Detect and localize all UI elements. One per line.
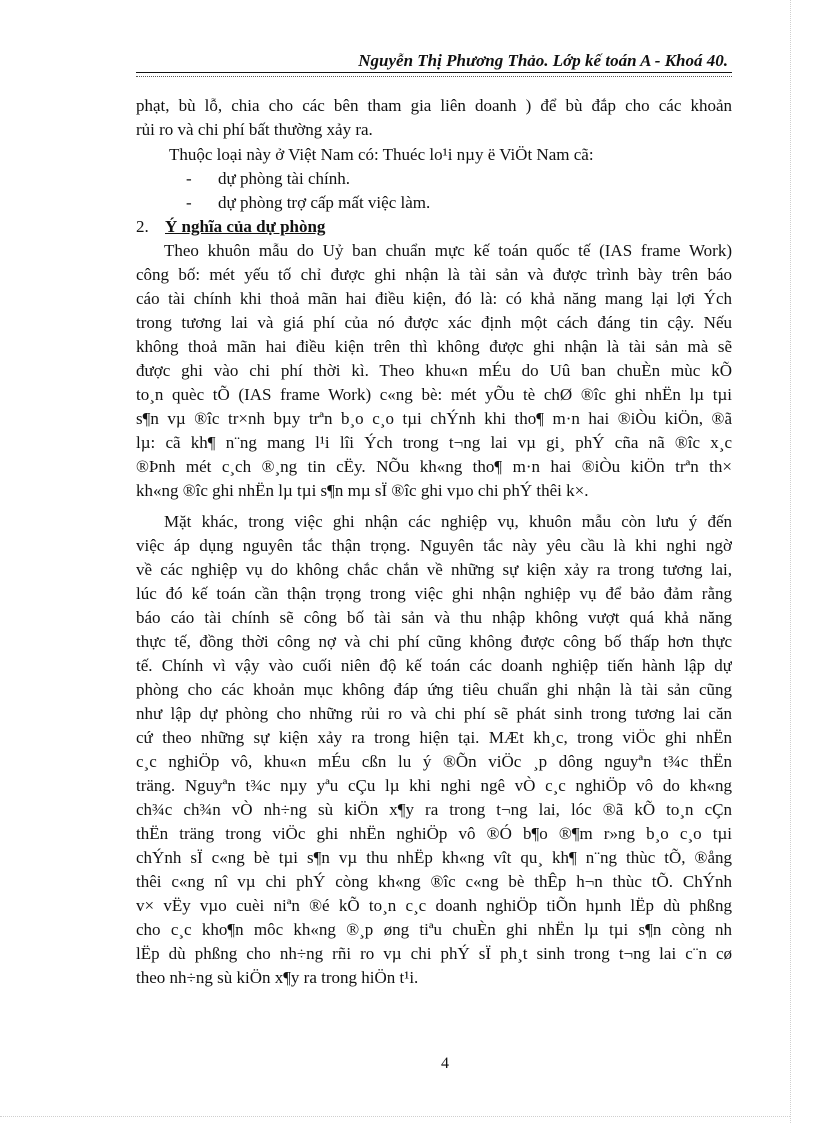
para2-line: v× vËy vµo cuèi niªn ®é kÕ to¸n c¸c doanh nghiÖp tiÕn hµnh lËp dù phßng <box>136 896 732 915</box>
para2-line: cứ theo những sự kiện xảy ra trong hiện tại. MÆt kh¸c, trong viÖc ghi nhËn <box>136 728 732 747</box>
para2-line: cho c¸c kho¶n môc kh«ng ®¸p øng tiªu chuÈn ghi nhËn lµ tµi s¶n còng nh <box>136 920 732 939</box>
para1-line: công bố: mét yếu tố chỉ được ghi nhận là tài sản và được trình bày trên báo <box>136 265 732 284</box>
para2-line: träng. Nguyªn t¾c nµy yªu cÇu lµ khi nghi ngê vÒ c¸c nghiÖp vô do kh«ng <box>136 776 732 795</box>
para2-line: về các nghiệp vụ do không chắc chắn về những sự kiện xảy ra trong tương lai, <box>136 560 732 579</box>
para2-line: ch¾c ch¾n vÒ nh÷ng sù kiÖn x¶y ra trong t¬ng lai, lóc ®ã kÕ to¸n cÇn <box>136 800 732 819</box>
para2-line: c¸c nghiÖp vô, khu«n mÉu cßn lu ý ®Õn viÖc ¸p dông nguyªn t¾c thËn <box>136 752 732 771</box>
para1-line: cáo tài chính khi thoả mãn hai điều kiện, đó là: có khả năng mang lại lợi Ých <box>136 289 732 308</box>
para2-line: lËp dù phßng cho nh÷ng rñi ro vµ chi phÝ sÏ ph¸t sinh trong t¬ng lai c¨n cø <box>136 944 732 963</box>
bullet-dash: - <box>186 169 192 188</box>
type-line: Thuộc loại này ở Việt Nam có: Thuéc lo¹i nµy ë ViÖt Nam cã: <box>169 145 594 164</box>
para2-line: theo nh÷ng sù kiÖn x¶y ra trong hiÖn t¹i. <box>136 968 419 987</box>
bullet-text: dự phòng trợ cấp mất việc làm. <box>218 193 431 212</box>
section-title: Ý nghĩa của dự phòng <box>165 217 326 236</box>
bullet-item <box>136 191 732 215</box>
para2-line: phòng cho các khoản mục không đáp ứng tiêu chuẩn ghi nhận là tài sản cũng <box>136 680 732 699</box>
para2-line: tế. Chính vì vậy vào cuối niên độ kế toán các doanh nghiệp tiến hành lập dự <box>136 656 732 675</box>
para2-line: như lập dự phòng cho những rủi ro và chi phí sẽ phát sinh trong tương lai căn <box>136 704 732 723</box>
header-rule <box>136 72 732 73</box>
para2-line: chÝnh sÏ c«ng bè tµi s¶n vµ thu nhËp kh«ng vît qu¸ kh¶ n¨ng thùc tÕ, ®ång <box>136 848 732 867</box>
para2-line: việc áp dụng nguyên tắc thận trọng. Nguyên tắc này yêu cầu là khi nghi ngờ <box>136 536 732 555</box>
page-number: 4 <box>441 1055 449 1072</box>
para2-line: báo cáo tài chính sẽ công bố tài sản và thu nhập không vượt quá khả năng <box>136 608 732 627</box>
para2-line: lúc đó kế toán cần thận trọng trong việc ghi nhận nghiệp vụ để bảo đảm rằng <box>136 584 732 603</box>
bullet-text: dự phòng tài chính. <box>218 169 350 188</box>
para1-line: lµ: cã kh¶ n¨ng mang l¹i lîi Ých trong t¬ng lai vµ gi¸ phÝ cña nã ®îc x¸c <box>136 433 732 452</box>
para1-line: được ghi vào chi phí thời kì. Theo khu«n mÉu do Uû ban chuÈn mùc kÕ <box>136 361 732 380</box>
bullet-item <box>136 167 732 191</box>
section-number: 2. <box>136 217 149 236</box>
para1-line: không thoả mãn hai điều kiện trên thì không được ghi nhận là tài sản mà sẽ <box>136 337 732 356</box>
para2-line: thêi c«ng nî vµ chi phÝ còng kh«ng ®îc c«ng bè thÊp h¬n thùc tÕ. ChÝnh <box>136 872 732 891</box>
para2-line: thực tế, đồng thời công nợ và chi phí cũng không được công bố thấp hơn thực <box>136 632 732 651</box>
bullet-dash: - <box>186 193 192 212</box>
para1-line: to¸n quèc tÕ (IAS frame Work) c«ng bè: mét yÕu tè chØ ®îc ghi nhËn lµ tµi <box>136 385 732 404</box>
para2-line: Mặt khác, trong việc ghi nhận các nghiệp vụ, khuôn mẫu còn lưu ý đến <box>164 512 732 531</box>
para1-line: Theo khuôn mẫu do Uỷ ban chuẩn mực kế toán quốc tế (IAS frame Work) <box>164 241 732 260</box>
para1-line: ®Þnh mét c¸ch ®¸ng tin cËy. NÕu kh«ng tho¶ m·n hai ®iÒu kiÖn trªn th× <box>136 457 732 476</box>
text-line: rủi ro và chi phí bất thường xảy ra. <box>136 120 373 139</box>
page-edge-guide <box>790 0 791 1123</box>
page-header: Nguyễn Thị Phương Thảo. Lớp kế toán A - Khoá 40. <box>358 51 728 70</box>
section-heading <box>136 215 732 239</box>
page-edge-guide <box>0 1116 790 1117</box>
para1-line: kh«ng ®îc ghi nhËn lµ tµi s¶n mµ sÏ ®îc ghi vµo chi phÝ thêi k×. <box>136 481 589 500</box>
para1-line: s¶n vµ ®îc tr×nh bµy trªn b¸o c¸o tµi chÝnh khi tho¶ m·n hai ®iÒu kiÖn, ®ã <box>136 409 732 428</box>
header-dotted-rule <box>136 76 732 77</box>
para2-line: thËn träng trong viÖc ghi nhËn nghiÖp vô ®Ó b¶o ®¶m r»ng b¸o c¸o tµi <box>136 824 732 843</box>
text-line: phạt, bù lỗ, chia cho các bên tham gia liên doanh ) để bù đắp cho các khoản <box>136 96 732 115</box>
para1-line: trong tương lai và giá phí của nó được xác định một cách đáng tin cậy. Nếu <box>136 313 732 332</box>
